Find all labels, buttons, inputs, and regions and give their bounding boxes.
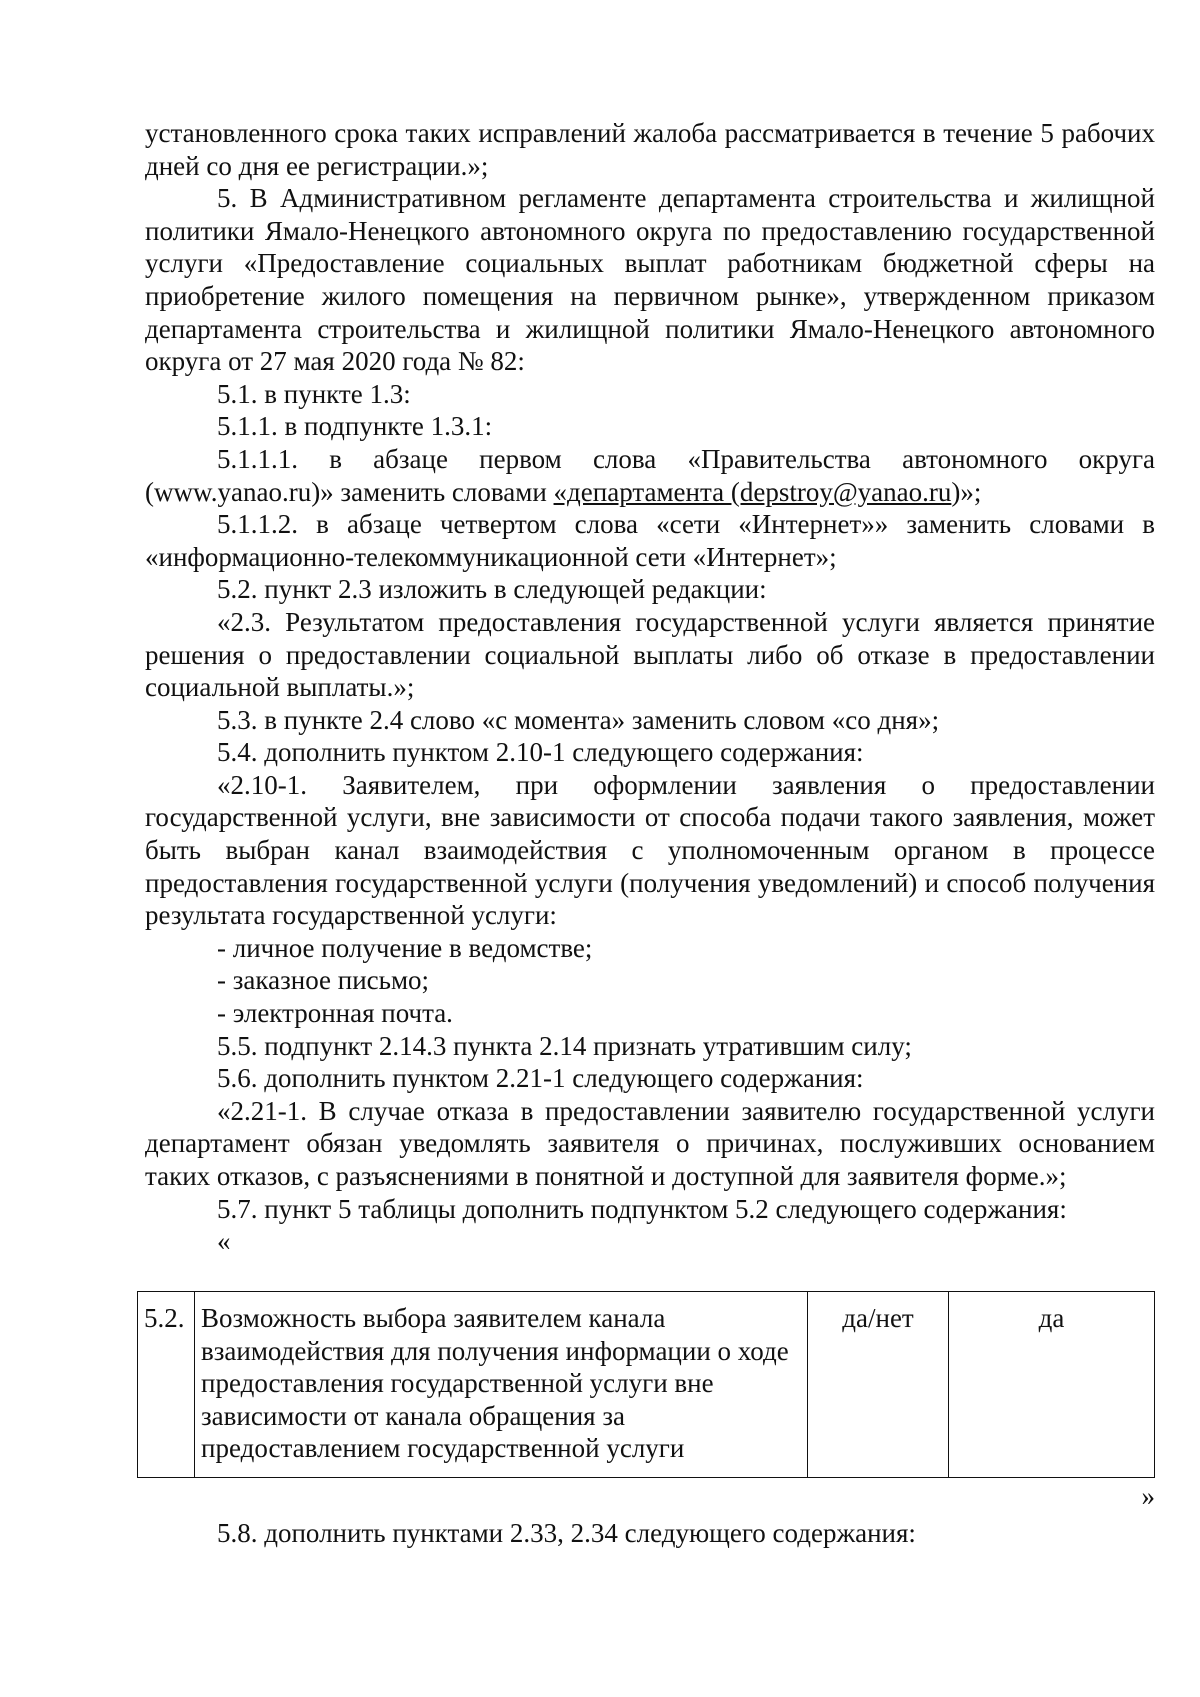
list-item-registered-mail: - заказное письмо; [217, 965, 430, 996]
closing-quote: » [1141, 1481, 1155, 1511]
table-cell-description: Возможность выбора заявителем канала взаимодействия для получения информации о ходе предоставления государственной услуги вне зависимости от канала обращения за предоставлением государственной услуги [195, 1292, 808, 1478]
paragraph-item-5-2: 5.2. пункт 2.3 изложить в следующей редакции: [217, 574, 767, 605]
list-item-personal: - личное получение в ведомстве; [217, 932, 593, 963]
table-row [138, 1292, 1155, 1478]
table-cell-unit: да/нет [808, 1292, 949, 1478]
table-cell-value: да [949, 1292, 1155, 1478]
paragraph-item-5-1-1-1-tail: )»; [951, 476, 982, 507]
paragraph-item-5-1-1-2: 5.1.1.2. в абзаце четвертом слова «сети «Интернет»» заменить словами в «информационно-телекоммуникационной сети «Интернет»; [145, 509, 1155, 572]
email-link[interactable]: «департамента (depstroy@yanao.ru [553, 476, 952, 507]
paragraph-quote-2-3: «2.3. Результатом предоставления государственной услуги является принятие решения о предоставлении социальной выплаты либо об отказе в предоставлении социальной выплаты.»; [145, 606, 1155, 703]
paragraph-item-5: 5. В Административном регламенте департамента строительства и жилищной политики Ямало-Ненецкого автономного округа по предоставлению государственной услуги «Предоставление социальных выплат работникам бюджетной сферы на приобретение жилого помещения на первичном рынке», утвержденном приказом департамента строительства и жилищной политики Ямало-Ненецкого автономного округа от 27 мая 2020 года № 82: [145, 183, 1155, 377]
paragraph-item-5-4: 5.4. дополнить пунктом 2.10-1 следующего содержания: [217, 737, 864, 768]
paragraph-item-5-1-1-1-text: 5.1.1.1. в абзаце первом слова «Правительства автономного округа (www.yanao.ru)» заменить словами [145, 443, 1155, 507]
paragraph-item-5-3: 5.3. в пункте 2.4 слово «с момента» заменить словом «со дня»; [217, 704, 940, 735]
opening-quote: « [217, 1226, 231, 1257]
paragraph-quote-2-21-1: «2.21-1. В случае отказа в предоставлении заявителю государственной услуги департамент обязан уведомлять заявителя о причинах, послуживших основанием таких отказов, с разъяснениями в понятной и доступной для заявителя форме.»; [145, 1095, 1155, 1191]
amendment-table [137, 1291, 1155, 1478]
paragraph-item-5-8: 5.8. дополнить пунктами 2.33, 2.34 следующего содержания: [217, 1518, 916, 1548]
paragraph-item-5-6: 5.6. дополнить пунктом 2.21-1 следующего содержания: [217, 1063, 864, 1094]
document-body [145, 117, 1155, 1258]
paragraph-item-5-1-1: 5.1.1. в подпункте 1.3.1: [217, 411, 493, 442]
paragraph-item-5-5: 5.5. подпункт 2.14.3 пункта 2.14 признать утратившим силу; [217, 1030, 912, 1061]
paragraph-item-5-1-1-1 [145, 443, 1155, 508]
paragraph-item-5-7: 5.7. пункт 5 таблицы дополнить подпунктом 5.2 следующего содержания: [217, 1193, 1067, 1224]
paragraph-quote-2-10-1: «2.10-1. Заявителем, при оформлении заявления о предоставлении государственной услуги, вне зависимости от способа подачи такого заявления, может быть выбран канал взаимодействия с уполномоченным органом в процессе предоставления государственной услуги (получения уведомлений) и способ получения результата государственной услуги: [145, 769, 1155, 931]
paragraph-continuation: установленного срока таких исправлений жалоба рассматривается в течение 5 рабочих дней со дня ее регистрации.»; [145, 118, 1155, 181]
list-item-email: - электронная почта. [217, 998, 453, 1029]
table-cell-number: 5.2. [138, 1292, 195, 1478]
paragraph-item-5-1: 5.1. в пункте 1.3: [217, 378, 411, 409]
